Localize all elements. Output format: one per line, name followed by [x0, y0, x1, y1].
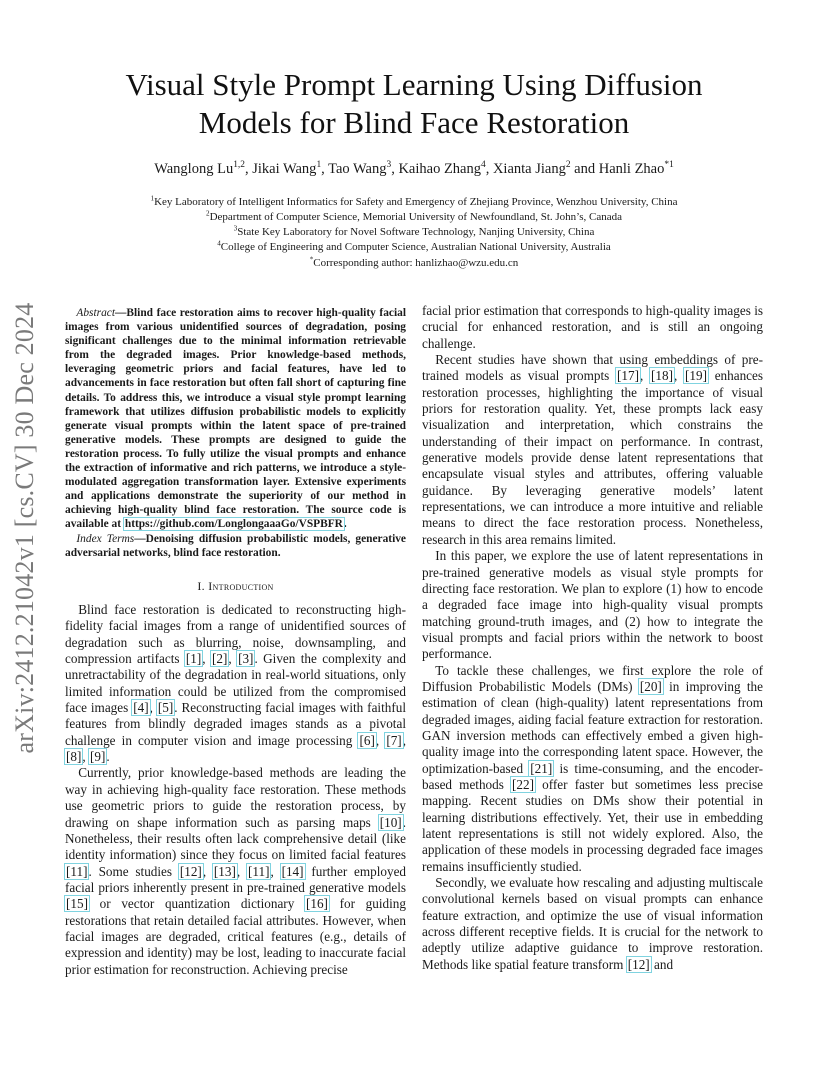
citation-link[interactable]: [16] — [305, 896, 328, 912]
body-text: and — [650, 956, 674, 972]
citation-link[interactable]: [22] — [512, 776, 535, 792]
citation-link[interactable]: [21] — [530, 760, 553, 776]
right-column — [422, 303, 763, 973]
body-text: In this paper, we explore the use of latent representations in pre-trained generative models as visual style prompts for directing face restoration. We plan to explore (1) how to encode a degraded face image into high-quality visual prompts matching ground-truth images, and (2) how to integrate the visual prompts and facial priors within the network to boost performance. — [422, 548, 763, 662]
body-text: Blind face restoration is dedicated to reconstructing high-fidelity facial images from a range of unidentified sources of degradation such as blurring, noise, downsampling, and compression artifacts — [65, 602, 406, 667]
citation-link[interactable]: [13] — [213, 863, 236, 879]
abstract: Abstract—Blind face restoration aims to recover high-quality facial images from various unidentified sources of degradation, posing significant challenges due to the minimal information retrievable from the degraded images. Prior knowledge-based methods, leveraging geometric priors and facial features, have led to advancements in face restoration but often fall short of capturing fine details. To address this, we introduce a visual style prompt learning framework that utilizes diffusion probabilistic models to explicitly generate visual prompts within the latent space of pre-trained generative models. These prompts are designed to guide the restoration process. To fully utilize the visual prompts and enhance the extraction of informative and rich patterns, we introduce a style-modulated aggregation transformation layer. Extensive experiments and applications demonstrate the superiority of our method in achieving high-quality blind face restoration. The source code is available at https://github.com/LonglongaaaGo/VSPBFR. — [65, 307, 406, 531]
body-text: further employed facial priors inherently present in pre-trained generative models — [65, 863, 407, 895]
citation-link[interactable]: [12] — [627, 956, 650, 972]
body-text: Recent studies have shown that using embeddings of pre-trained models as visual prompts — [422, 352, 763, 384]
citation-link[interactable]: [15] — [66, 896, 88, 912]
citation-link[interactable]: [19] — [685, 368, 707, 384]
section-heading: I. Introduction — [197, 578, 274, 593]
body-text: . Nonetheless, their results often lack comprehensive detail (like identity information) since they focus on limited facial features — [65, 814, 406, 863]
citation-link[interactable]: [1] — [185, 651, 202, 667]
body-text: . Given the complexity and unretractability of the degradation in real-world situations, only limited information could be utilized from the compromised face images — [65, 651, 406, 716]
body-text: , — [375, 732, 386, 748]
body-paragraph — [422, 352, 763, 548]
affiliation: $^3$State Key Laboratory for Novel Software Technology, Nanjing University, China — [233, 224, 595, 238]
citation-link[interactable]: [4] — [133, 700, 149, 716]
body-text: or vector quantization dictionary — [88, 896, 305, 912]
index-terms: Index Terms—Denoising diffusion probabilistic models, generative adversarial networks, blind face restoration. — [65, 532, 406, 559]
left-body — [65, 602, 406, 978]
citation-link[interactable]: [9] — [89, 749, 106, 765]
citation-link[interactable]: [18] — [651, 368, 673, 384]
body-text: facial prior estimation that corresponds to high-quality images is crucial for enhanced restoration, and is still an ongoing challenge. — [422, 303, 763, 351]
author: Wanglong Lu$^{1,2}$, — [154, 160, 253, 177]
title-line-1: Visual Style Prompt Learning Using Diffusion — [125, 67, 703, 102]
author-list — [40, 159, 788, 179]
body-paragraph — [65, 602, 406, 765]
body-text: , — [639, 368, 650, 384]
body-text: Currently, prior knowledge-based methods are leading the way in achieving high-quality face restoration. These methods use geometric priors to guide the restoration process, by drawing on shape information such as parsing maps — [65, 765, 406, 830]
author: Hanli Zhao$^{*1}$ — [598, 160, 674, 177]
body-text: To tackle these challenges, we first explore the role of Diffusion Probabilistic Models (DMs) — [422, 662, 763, 694]
citation-link[interactable]: [6] — [359, 732, 375, 748]
body-text: , — [202, 651, 211, 667]
affiliation: $^1$Key Laboratory of Intelligent Informatics for Safety and Emergency of Zhejiang Province, Wenzhou University, China — [150, 194, 678, 208]
citation-link[interactable]: [2] — [211, 651, 228, 667]
right-body — [422, 303, 763, 973]
body-text: , — [673, 368, 684, 384]
citation-link[interactable]: [11] — [66, 863, 88, 879]
arxiv-identifier: arXiv:2412.21042v1 [cs.CV] 30 Dec 2024 — [10, 302, 39, 754]
body-text: . Reconstructing facial images with faithful features from blindly degraded images stands as a pivotal challenge in computer vision and image processing — [65, 700, 407, 748]
citation-link[interactable]: [17] — [617, 368, 639, 384]
citation-link[interactable]: [20] — [639, 678, 662, 694]
citation-link[interactable]: [11] — [247, 863, 270, 879]
body-text: , — [202, 863, 213, 879]
body-text: , — [149, 700, 157, 716]
body-paragraph — [422, 548, 763, 662]
body-text: for guiding restorations that retain detailed facial attributes. However, when facial images are degraded, critical features (e.g., details of expression and identity) may be lost, leading to inaccurate facial prior estimation for reconstruction. Achieving precise — [65, 896, 406, 977]
citation-link[interactable]: [14] — [281, 863, 304, 879]
source-code-link[interactable]: https://github.com/LonglongaaaGo/VSPBFR — [124, 518, 343, 531]
citation-link[interactable]: [5] — [157, 700, 174, 716]
author: Xianta Jiang$^2$ and — [492, 160, 599, 177]
body-text: in improving the estimation of clean (high-quality) latent representations from degraded images, aiding facial feature extraction for restoration. GAN inversion methods can effectively embed a given high-quality image into the corresponding latent space. However, the optimization-based — [422, 678, 763, 776]
citation-link[interactable]: [3] — [238, 651, 254, 667]
body-text: Secondly, we evaluate how rescaling and adjusting multiscale convolutional kernels based on visual prompts can enhance feature extraction, and optimize the use of visual information across different receptive fields. It is crucial for the network to adeptly utilize adaptive guidance to improve restoration. Methods like spatial feature transform — [422, 875, 763, 972]
author: Jikai Wang$^1$, — [252, 160, 329, 177]
body-text: offer faster but sometimes less precise mapping. Recent studies on DMs show their potential in learning distributions effectively. Yet, their use in embedding latent representations is still not widely explored. Also, the application of these models in processing degraded face images remains insufficiently studied. — [422, 776, 763, 874]
body-text: , — [236, 863, 247, 879]
abstract-label: Abstract — [76, 307, 115, 319]
affiliation: $^2$Department of Computer Science, Memorial University of Newfoundland, St. John’s, Canada — [206, 209, 622, 223]
left-column — [65, 306, 406, 978]
body-paragraph — [422, 663, 763, 875]
body-text: , — [270, 863, 281, 879]
body-text: , — [228, 651, 238, 667]
affiliation: $^4$College of Engineering and Computer Science, Australian National University, Australia — [217, 239, 611, 253]
index-terms-label: Index Terms — [76, 532, 135, 545]
body-paragraph — [422, 303, 763, 352]
body-text: enhances restoration processes, highlighting the importance of visual priors for restoration quality. Yet, these prompts lack easy visualization and interpretation, which constrains the understanding of their impact on performance. In contrast, generative models provide dense latent representations that encapsulate visual styles and attributes, offering valuable guidance. By leveraging generative models’ latent representations, we can introduce a more intuitive and reliable means to direct the face restoration process. Nonetheless, research in this area remains limited. — [422, 368, 764, 547]
author: Kaihao Zhang$^4$, — [398, 160, 493, 177]
body-text: is time-consuming, and the encoder-based methods — [422, 760, 763, 792]
paper-title — [60, 66, 768, 142]
body-paragraph — [422, 875, 763, 973]
citation-link[interactable]: [8] — [66, 749, 82, 765]
body-text: , — [402, 732, 406, 748]
body-paragraph — [65, 765, 406, 977]
citation-link[interactable]: [7] — [386, 732, 402, 748]
citation-link[interactable]: [12] — [179, 863, 202, 879]
title-line-2: Models for Blind Face Restoration — [198, 105, 630, 140]
body-text: . Some studies — [88, 863, 179, 879]
corresponding-author: *Corresponding author: hanlizhao@wzu.edu.cn — [309, 255, 519, 269]
author: Tao Wang$^3$, — [328, 160, 399, 177]
citation-link[interactable]: [10] — [379, 814, 402, 830]
body-text: , — [82, 749, 89, 765]
body-text: . — [106, 749, 110, 765]
